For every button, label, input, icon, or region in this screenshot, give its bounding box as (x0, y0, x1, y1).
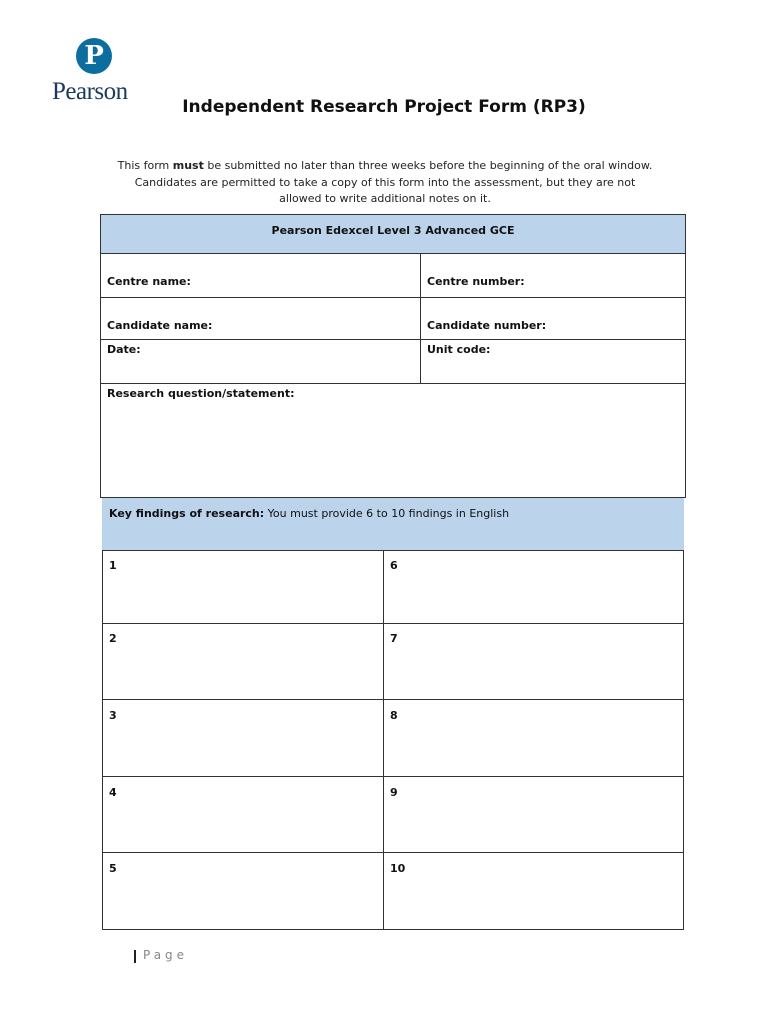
candidate-details-table (100, 214, 686, 498)
centre-name-field[interactable]: Centre name: (107, 275, 191, 288)
finding-cell-10[interactable]: 10 (390, 862, 406, 875)
page-title: Independent Research Project Form (RP3) (182, 97, 586, 117)
date-field[interactable]: Date: (107, 343, 141, 356)
centre-number-field[interactable]: Centre number: (427, 275, 525, 288)
finding-cell-3[interactable]: 3 (109, 709, 117, 722)
finding-cell-8[interactable]: 8 (390, 709, 398, 722)
finding-cell-1[interactable]: 1 (109, 559, 117, 572)
finding-cell-6[interactable]: 6 (390, 559, 398, 572)
research-question-field[interactable]: Research question/statement: (107, 387, 295, 400)
candidate-number-field[interactable]: Candidate number: (427, 319, 547, 332)
footer-divider (134, 950, 136, 963)
notice-line-1: This form must be submitted no later than three weeks before the beginning of the oral window. (117, 159, 653, 172)
qualification-title: Pearson Edexcel Level 3 Advanced GCE (271, 224, 515, 237)
pearson-logo: P Pearson (50, 36, 140, 108)
finding-cell-5[interactable]: 5 (109, 862, 117, 875)
finding-cell-9[interactable]: 9 (390, 786, 398, 799)
notice-line-2: Candidates are permitted to take a copy of this form into the assessment, but they are not (134, 175, 636, 189)
unit-code-field[interactable]: Unit code: (427, 343, 491, 356)
finding-cell-4[interactable]: 4 (109, 786, 117, 799)
key-findings-label: Key findings of research: You must provide 6 to 10 findings in English (109, 507, 510, 520)
notice-line-3: allowed to write additional notes on it. (279, 192, 491, 205)
page-footer: Page (143, 948, 189, 962)
pearson-logo-text: Pearson (52, 78, 128, 105)
candidate-name-field[interactable]: Candidate name: (107, 319, 213, 332)
key-findings-header (102, 498, 684, 550)
finding-cell-2[interactable]: 2 (109, 632, 117, 645)
finding-cell-7[interactable]: 7 (390, 632, 398, 645)
submission-notice (80, 158, 690, 208)
